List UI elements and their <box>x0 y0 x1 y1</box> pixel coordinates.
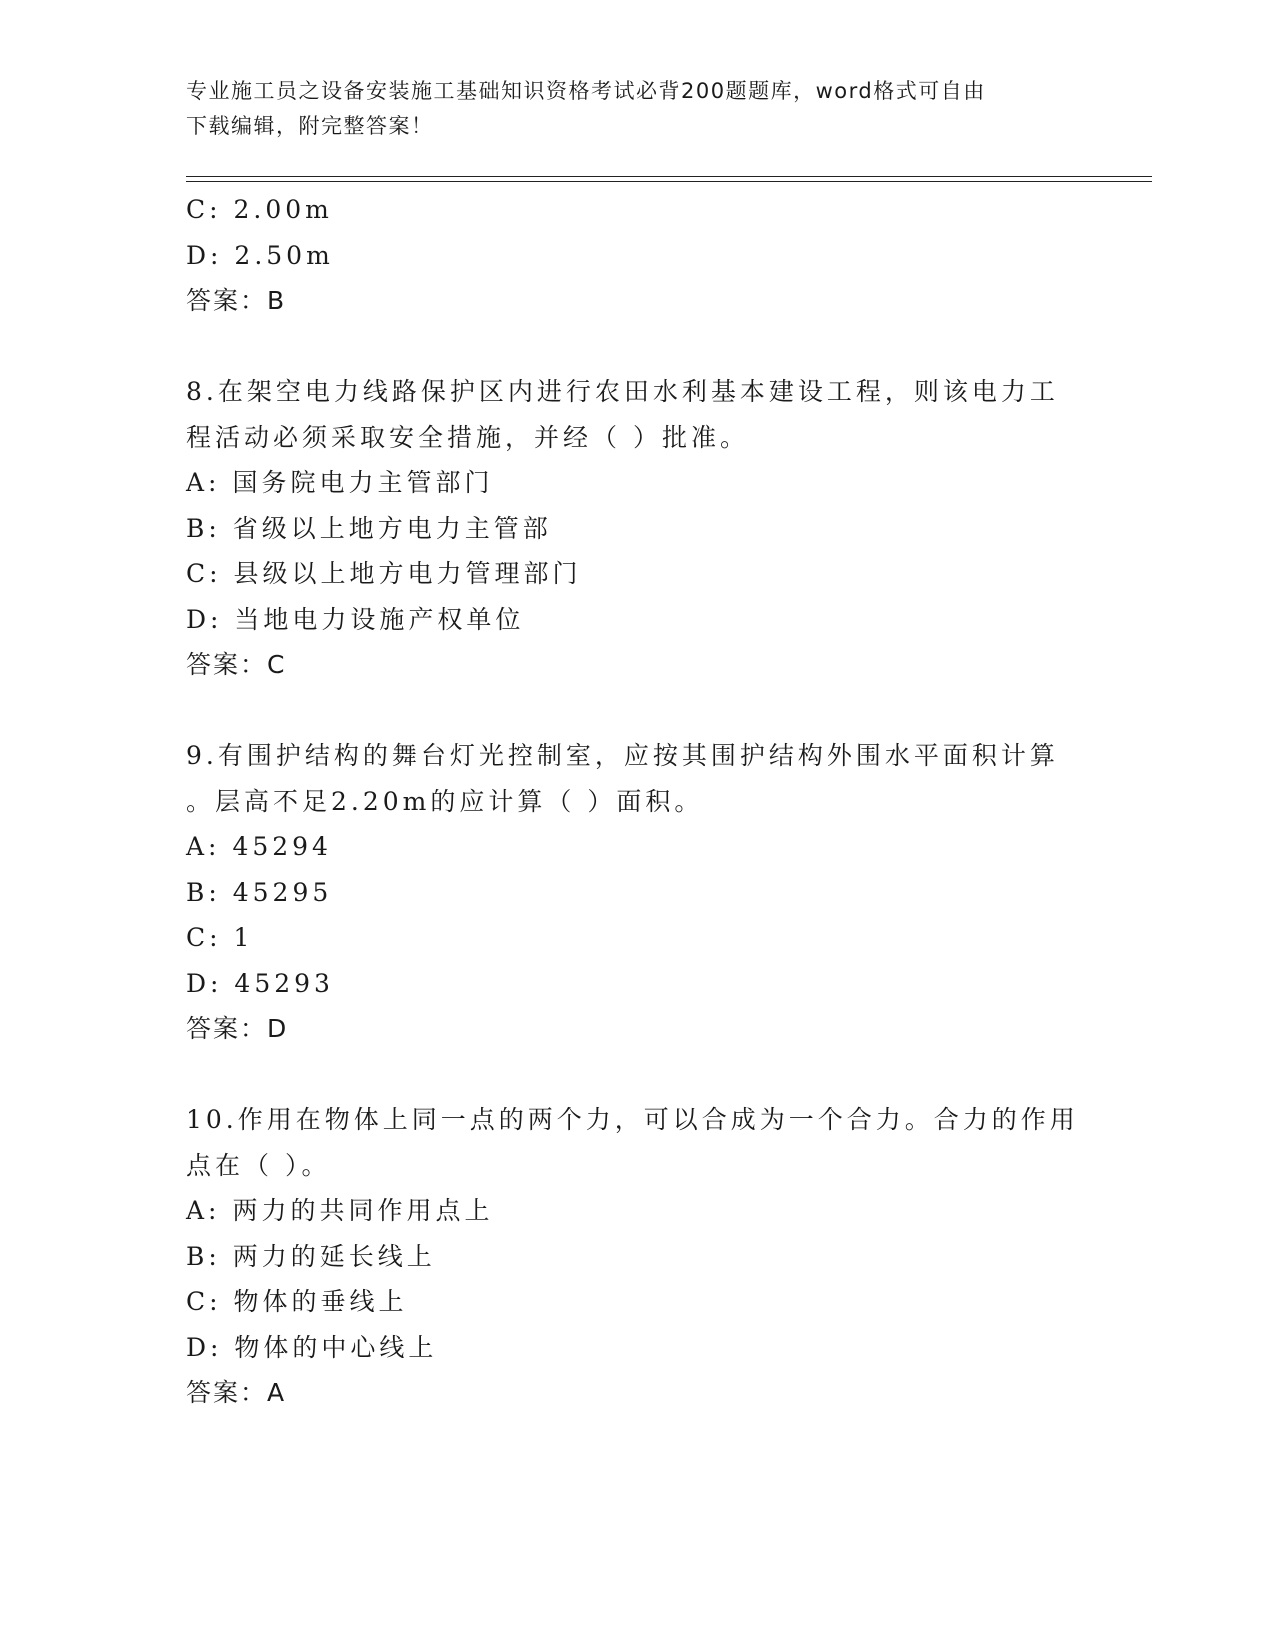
option-text: 45295 <box>232 877 333 907</box>
option-text: 物体的垂线上 <box>233 1287 408 1316</box>
question-stem-line: 点在（ ）。 <box>186 1150 331 1180</box>
option-letter: A: <box>186 832 221 861</box>
option-letter: A: <box>186 468 221 497</box>
header-divider-top <box>186 176 1152 177</box>
question-8 <box>186 369 1086 688</box>
continued-question <box>186 187 1086 324</box>
question-10 <box>186 1097 1086 1416</box>
option-a <box>186 824 1086 870</box>
question-content <box>186 187 1086 1416</box>
option-text: 两力的延长线上 <box>232 1241 436 1271</box>
option-b <box>186 1234 1086 1280</box>
option-text: 国务院电力主管部门 <box>232 468 494 497</box>
question-9 <box>186 733 1086 1052</box>
option-c <box>186 1279 1086 1325</box>
spacer <box>186 324 1086 370</box>
question-stem-line: 10.作用在物体上同一点的两个力，可以合成为一个合力。合力的作用 <box>186 1105 1079 1134</box>
option-text: 2.00m <box>233 195 333 224</box>
header-divider-bottom <box>186 181 1152 182</box>
option-letter: C: <box>186 559 222 588</box>
spacer <box>186 688 1086 734</box>
option-letter: D: <box>186 604 223 634</box>
option-c <box>186 915 1086 961</box>
option-text: 2.50m <box>234 240 334 270</box>
header-line-2: 下载编辑，附完整答案！ <box>186 114 434 138</box>
option-b <box>186 870 1086 916</box>
option-a <box>186 1188 1086 1234</box>
answer-line: 答案：B <box>186 286 287 315</box>
option-letter: B: <box>186 1241 221 1271</box>
option-letter: D: <box>186 968 223 998</box>
header-line-1: 专业施工员之设备安装施工基础知识资格考试必背200题题库，word格式可自由 <box>186 79 986 103</box>
option-text: 物体的中心线上 <box>234 1332 438 1362</box>
option-c <box>186 187 1086 233</box>
option-text: 两力的共同作用点上 <box>232 1196 494 1225</box>
option-d <box>186 233 1086 279</box>
option-text: 当地电力设施产权单位 <box>234 604 525 634</box>
option-text: 45293 <box>234 968 334 998</box>
option-text: 45294 <box>232 832 332 861</box>
option-d <box>186 1325 1086 1371</box>
question-stem-line: 9.有围护结构的舞台灯光控制室，应按其围护结构外围水平面积计算 <box>186 741 1059 770</box>
answer-line: 答案：D <box>186 1014 289 1043</box>
option-letter: A: <box>186 1196 221 1225</box>
option-letter: C: <box>186 923 222 952</box>
option-letter: C: <box>186 1287 222 1316</box>
option-letter: B: <box>186 877 221 907</box>
option-text: 县级以上地方电力管理部门 <box>233 559 582 588</box>
option-a <box>186 460 1086 506</box>
option-d <box>186 597 1086 643</box>
question-stem-line: 8.在架空电力线路保护区内进行农田水利基本建设工程，则该电力工 <box>186 377 1059 406</box>
question-stem-line: 。层高不足2.20m的应计算（ ）面积。 <box>186 786 704 816</box>
answer-line: 答案：A <box>186 1378 287 1407</box>
option-letter: D: <box>186 240 223 270</box>
page-header <box>186 74 1066 144</box>
question-stem-line: 程活动必须采取安全措施，并经（ ）批准。 <box>186 422 749 452</box>
option-text: 省级以上地方电力主管部 <box>232 513 552 543</box>
option-d <box>186 961 1086 1007</box>
option-letter: C: <box>186 195 222 224</box>
option-b <box>186 506 1086 552</box>
option-c <box>186 551 1086 597</box>
answer-line: 答案：C <box>186 650 287 679</box>
option-text: 1 <box>233 923 254 952</box>
option-letter: B: <box>186 513 221 543</box>
option-letter: D: <box>186 1332 223 1362</box>
spacer <box>186 1052 1086 1098</box>
